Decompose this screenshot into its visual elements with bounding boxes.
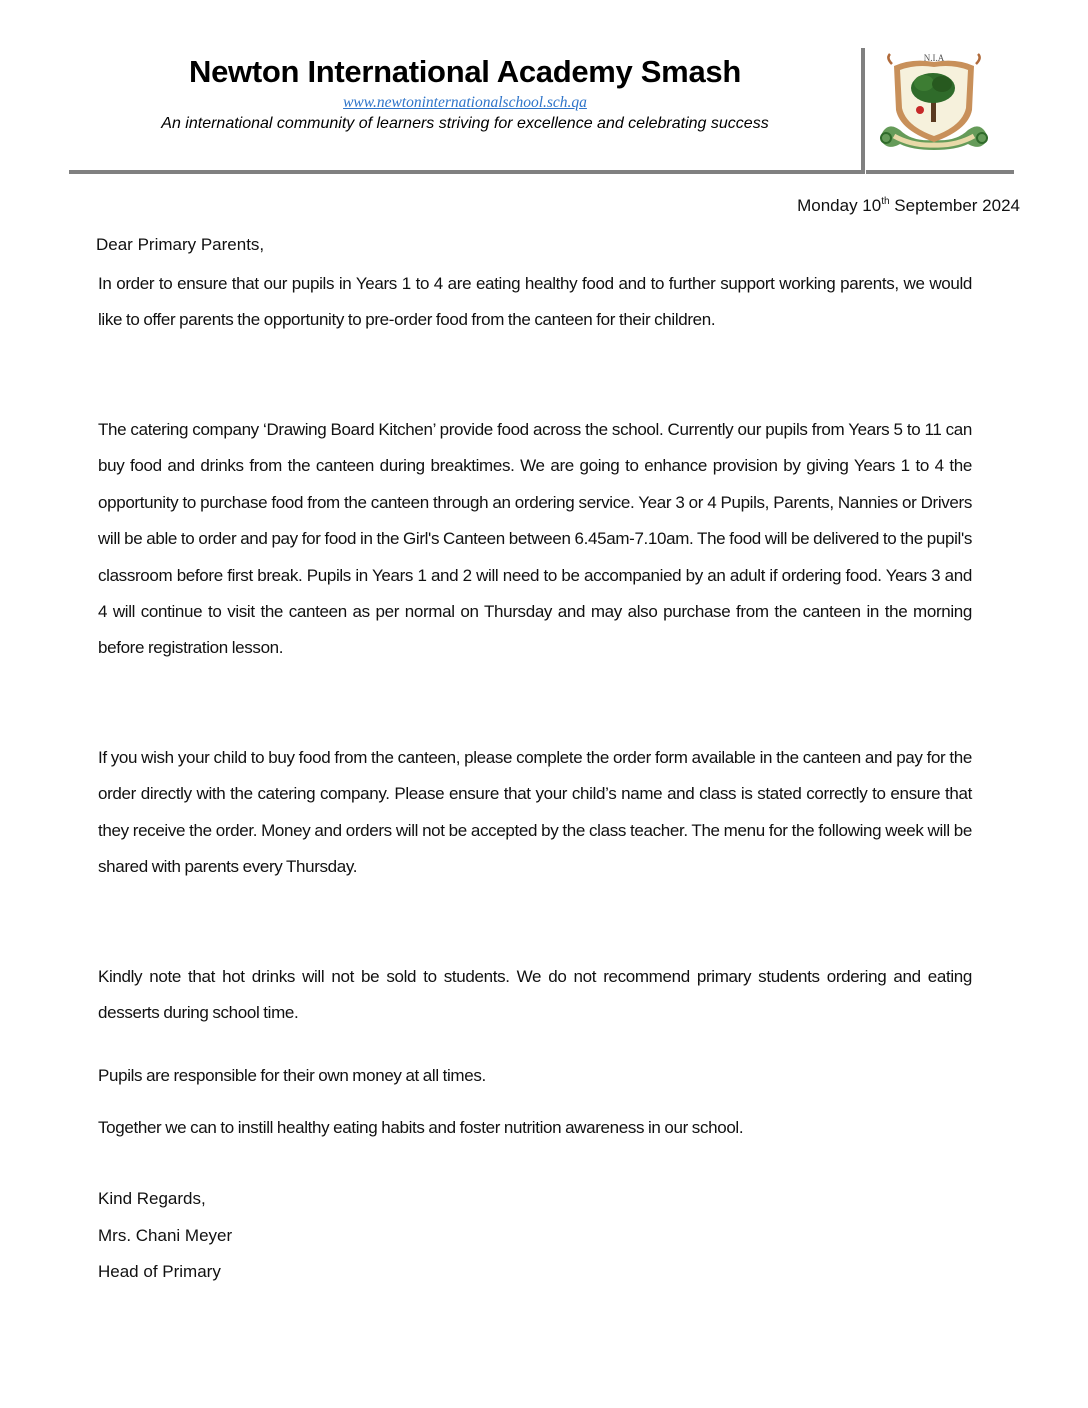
- signoff-role: Head of Primary: [98, 1262, 221, 1281]
- paragraph-ordering: If you wish your child to buy food from the canteen, please complete the order form available in the canteen and pay for the order directly with the catering company. Please ensure that your child’s name and class is stated correctly to ensure that they receive the order. Money and orders will not be accepted by the class teacher. The menu for the following week will be shared with parents every Thursday.: [98, 748, 972, 877]
- paragraph-catering: The catering company ‘Drawing Board Kitchen’ provide food across the school. Currently our pupils from Years 5 to 11 can buy food and drinks from the canteen during breaktimes. We are going to enhance provision by giving Years 1 to 4 the opportunity to purchase food from the canteen through an ordering service. Year 3 or 4 Pupils, Parents, Nannies or Drivers will be able to order and pay for food in the Girl's Canteen between 6.45am-7.10am. The food will be delivered to the pupil's classroom before first break. Pupils in Years 1 and 2 will need to be accompanied by an adult if ordering food. Years 3 and 4 will continue to visit the canteen as per normal on Thursday and may also purchase from the canteen in the morning before registration lesson.: [98, 420, 972, 658]
- paragraph-intro: In order to ensure that our pupils in Years 1 to 4 are eating healthy food and to further support working parents, we would like to offer parents the opportunity to pre-order food from the canteen for their children.: [98, 274, 972, 330]
- paragraph-together: Together we can to instill healthy eating habits and foster nutrition awareness in our school.: [98, 1118, 744, 1137]
- school-tagline: An international community of learners striving for excellence and celebrating success: [161, 115, 769, 132]
- signoff-name: Mrs. Chani Meyer: [98, 1226, 233, 1245]
- school-website-link[interactable]: www.newtoninternationalschool.sch.qa: [343, 94, 587, 111]
- header-horizontal-rule: [69, 170, 861, 174]
- school-name: Newton International Academy Smash: [189, 54, 741, 89]
- paragraph-hot-drinks: Kindly note that hot drinks will not be sold to students. We do not recommend primary students ordering and eating desserts during school time.: [98, 967, 972, 1023]
- date-ordinal-suffix: th: [881, 196, 890, 207]
- header-vertical-divider: [861, 48, 865, 174]
- letter-date: [797, 196, 1020, 216]
- school-crest-icon: [872, 50, 996, 162]
- date-rest: September 2024: [889, 196, 1020, 215]
- paragraph-money: Pupils are responsible for their own money at all times.: [98, 1066, 486, 1085]
- date-prefix: Monday 10: [797, 196, 882, 215]
- signoff-closing: Kind Regards,: [98, 1189, 206, 1208]
- header-horizontal-rule-right: [866, 170, 1014, 174]
- svg-text:N.I.A: N.I.A: [923, 53, 945, 63]
- letter-greeting: Dear Primary Parents,: [96, 235, 265, 254]
